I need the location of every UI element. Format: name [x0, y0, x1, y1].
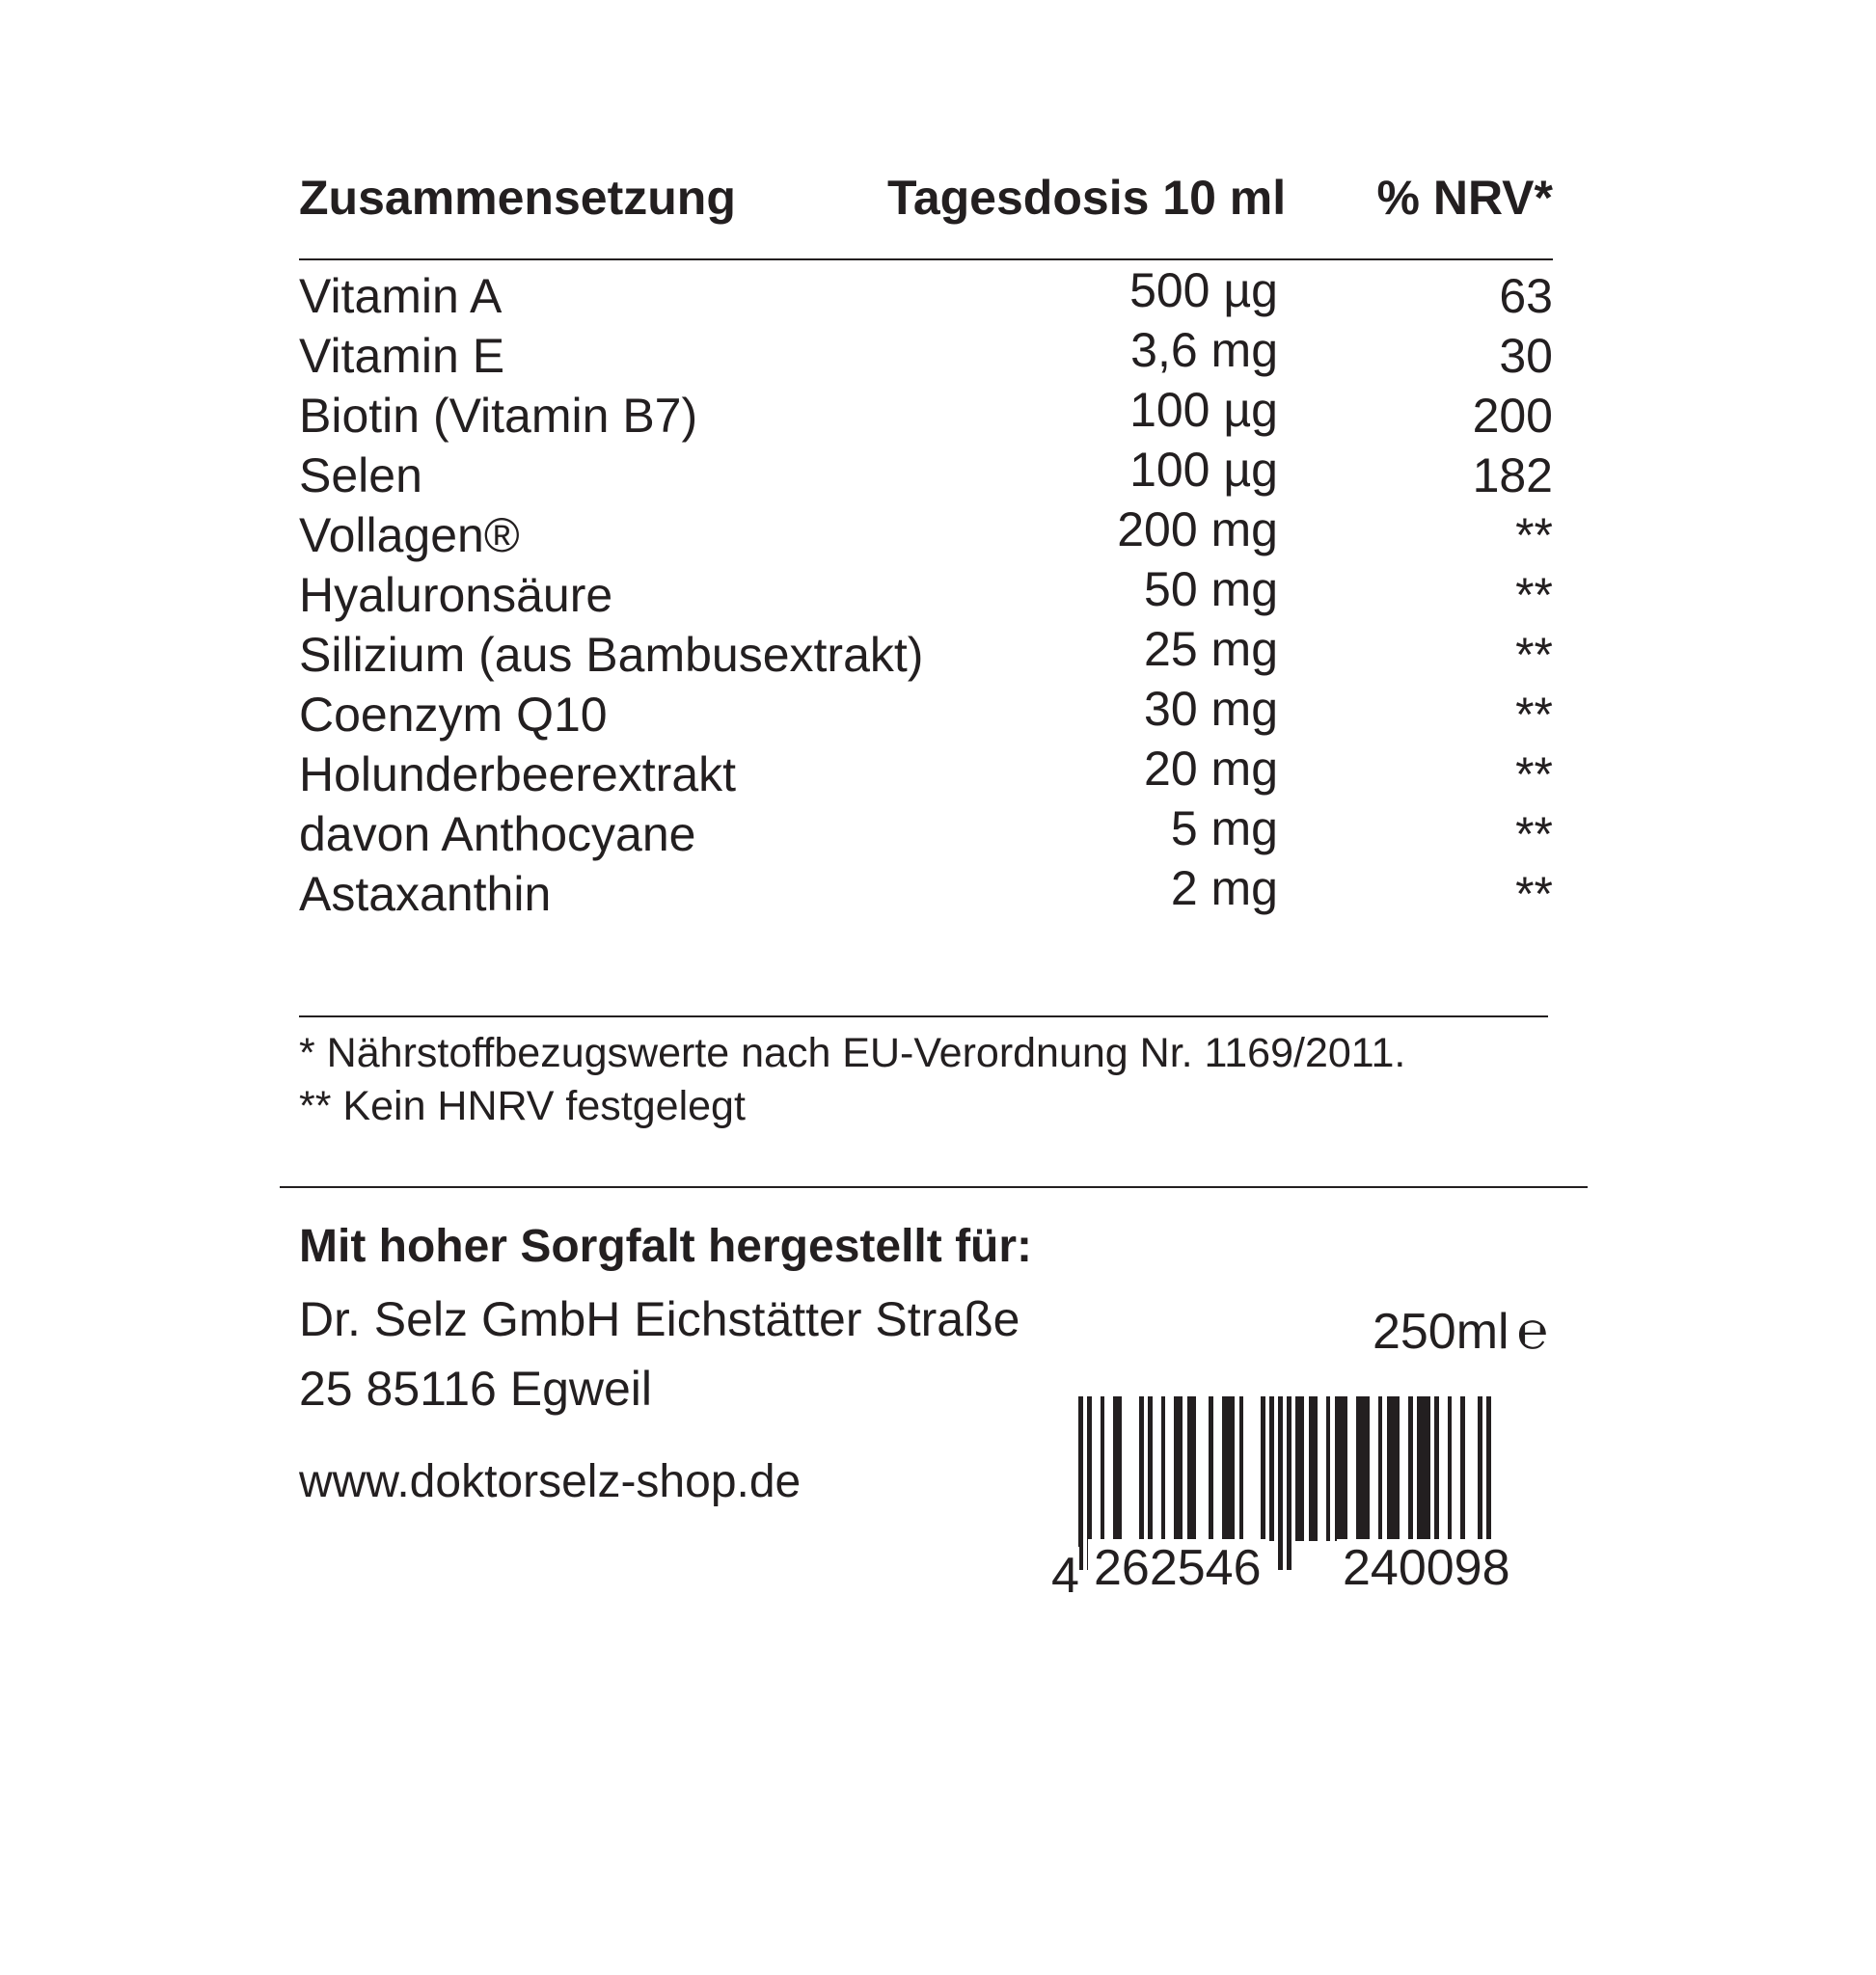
ingredient-dose: 30 mg [1144, 682, 1278, 736]
barcode-bar [1448, 1396, 1453, 1541]
manufacturer-title: Mit hoher Sorgfalt hergestellt für: [299, 1221, 1033, 1272]
barcode-bar [1344, 1396, 1348, 1541]
ingredient-name: Selen [299, 448, 422, 502]
ingredient-nrv: ** [1515, 688, 1553, 742]
ingredient-dose: 50 mg [1144, 562, 1278, 616]
table-row [299, 443, 1553, 507]
barcode-bar [1378, 1396, 1383, 1541]
table-row [299, 263, 1553, 328]
ingredient-dose: 200 mg [1117, 502, 1278, 556]
barcode-bar [1118, 1396, 1123, 1541]
barcode-right-digits: 240098 [1337, 1539, 1516, 1597]
ingredient-dose: 20 mg [1144, 742, 1278, 796]
footnote-nrv: * Nährstoffbezugswerte nach EU-Verordnung Nr. 1169/2011. [299, 1030, 1406, 1076]
barcode-bar [1179, 1396, 1183, 1541]
barcode-bar [1231, 1396, 1236, 1541]
barcode-guard-bar [1287, 1396, 1291, 1570]
barcode-bar [1139, 1396, 1144, 1541]
barcode-bar [1269, 1396, 1274, 1541]
table-row [299, 502, 1553, 567]
barcode-guard-bar [1078, 1396, 1083, 1570]
ingredient-nrv: 30 [1499, 329, 1553, 383]
barcode-bar [1261, 1396, 1265, 1541]
table-row [299, 383, 1553, 447]
ingredient-name: Vitamin A [299, 269, 503, 323]
ingredient-nrv: ** [1515, 807, 1553, 861]
nutrition-label [299, 164, 1553, 1129]
volume-amount: 250ml [1372, 1304, 1509, 1360]
barcode-bar [1191, 1396, 1196, 1541]
ingredient-name: Vitamin E [299, 329, 505, 383]
barcode-bar [1148, 1396, 1153, 1541]
barcode-bar [1239, 1396, 1244, 1541]
ingredient-name: davon Anthocyane [299, 807, 696, 861]
barcode-bar [1161, 1396, 1166, 1541]
table-row [299, 742, 1553, 806]
ingredient-name: Coenzym Q10 [299, 688, 608, 742]
table-row [299, 562, 1553, 627]
barcode-left-digits: 262546 [1088, 1539, 1267, 1597]
header-daily-dose: Tagesdosis 10 ml [887, 171, 1287, 225]
footnote-no-nrv: ** Kein HNRV festgelegt [299, 1083, 746, 1129]
barcode [1051, 1396, 1553, 1604]
ingredient-table [299, 263, 1553, 926]
header-nrv: % NRV* [1376, 171, 1553, 225]
manufacturer-block [299, 1220, 1032, 1508]
barcode-bar [1396, 1396, 1400, 1541]
footnotes [299, 1027, 1405, 1133]
table-row [299, 622, 1553, 687]
barcode-bar [1101, 1396, 1105, 1541]
barcode-bar [1313, 1396, 1318, 1541]
ingredient-name: Holunderbeerextrakt [299, 747, 737, 801]
barcode-guard-bar [1278, 1396, 1283, 1570]
ingredient-nrv: 63 [1499, 269, 1553, 323]
website-link[interactable]: www.doktorselz-shop.de [299, 1456, 802, 1507]
barcode-bar [1209, 1396, 1213, 1541]
table-row [299, 801, 1553, 866]
ingredient-nrv: ** [1515, 747, 1553, 801]
table-row [299, 861, 1553, 926]
ingredient-dose: 2 mg [1170, 861, 1278, 915]
header-divider [299, 258, 1553, 260]
ingredient-dose: 100 µg [1129, 443, 1278, 497]
table-row [299, 682, 1553, 746]
header-composition: Zusammensetzung [299, 171, 736, 225]
barcode-bar [1460, 1396, 1465, 1541]
ingredient-nrv: 182 [1472, 448, 1553, 502]
barcode-bar [1434, 1396, 1439, 1541]
barcode-bar [1326, 1396, 1331, 1541]
ingredient-dose: 500 µg [1129, 263, 1278, 317]
ingredient-nrv: 200 [1472, 389, 1553, 443]
barcode-bar [1365, 1396, 1370, 1541]
ingredient-name: Hyaluronsäure [299, 568, 613, 622]
barcode-first-digit: 4 [1051, 1548, 1079, 1604]
table-header [299, 164, 1553, 260]
ingredient-nrv: ** [1515, 628, 1553, 682]
ingredient-name: Biotin (Vitamin B7) [299, 389, 698, 443]
footnote-divider [299, 1015, 1548, 1017]
ingredient-name: Silizium (aus Bambusextrakt) [299, 628, 924, 682]
estimated-sign-icon: ℮ [1516, 1300, 1548, 1361]
barcode-bar [1408, 1396, 1413, 1541]
ingredient-dose: 25 mg [1144, 622, 1278, 676]
barcode-bar [1426, 1396, 1430, 1541]
ingredient-nrv: ** [1515, 867, 1553, 921]
section-divider [280, 1186, 1588, 1188]
manufacturer-address-line2: 25 85116 Egweil [299, 1362, 653, 1416]
ingredient-dose: 5 mg [1170, 801, 1278, 855]
manufacturer-address-line1: Dr. Selz GmbH Eichstätter Straße [299, 1292, 1020, 1346]
barcode-bar [1300, 1396, 1305, 1541]
ingredient-name: Astaxanthin [299, 867, 552, 921]
table-row [299, 323, 1553, 388]
volume-label [1373, 1300, 1548, 1361]
ingredient-name: Vollagen® [299, 508, 520, 562]
ingredient-nrv: ** [1515, 508, 1553, 562]
ingredient-dose: 3,6 mg [1130, 323, 1278, 377]
ingredient-nrv: ** [1515, 568, 1553, 622]
ingredient-dose: 100 µg [1129, 383, 1278, 437]
